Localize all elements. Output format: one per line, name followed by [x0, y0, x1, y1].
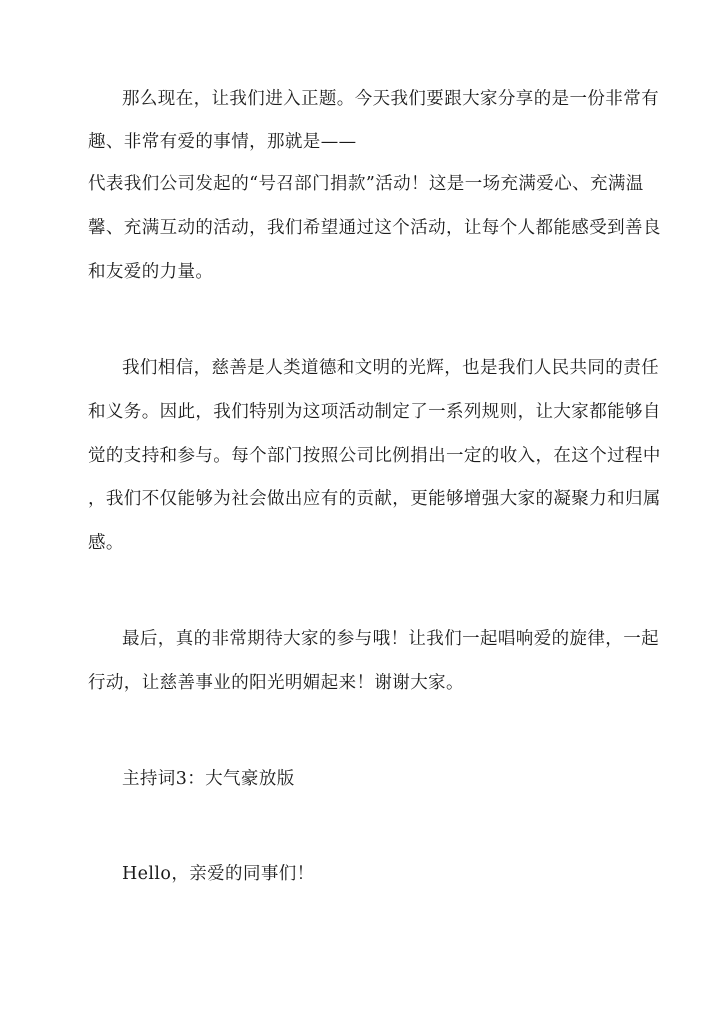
paragraph-2-line-1: 我们相信，慈善是人类道德和文明的光辉，也是我们人民共同的责任	[122, 358, 659, 378]
paragraph-2-line-5: 感。	[88, 533, 124, 553]
paragraph-3-line-2: 行动，让慈善事业的阳光明媚起来！谢谢大家。	[88, 673, 464, 693]
greeting-line: Hello，亲爱的同事们！	[122, 864, 315, 884]
paragraph-1-line-1: 那么现在，让我们进入正题。今天我们要跟大家分享的是一份非常有	[122, 89, 659, 109]
paragraph-2-line-3: 觉的支持和参与。每个部门按照公司比例捐出一定的收入，在这个过程中	[88, 446, 661, 466]
paragraph-1-line-2: 趣、非常有爱的事情，那就是——	[88, 132, 357, 152]
section-heading: 主持词3：大气豪放版	[122, 769, 295, 789]
paragraph-2-line-2: 和义务。因此，我们特别为这项活动制定了一系列规则，让大家都能够自	[88, 402, 661, 422]
paragraph-2-line-4: ，我们不仅能够为社会做出应有的贡献，更能够增强大家的凝聚力和归属	[88, 489, 661, 509]
paragraph-1-line-5: 和友爱的力量。	[88, 262, 214, 282]
paragraph-3-line-1: 最后，真的非常期待大家的参与哦！让我们一起唱响爱的旋律，一起	[122, 629, 659, 649]
paragraph-1-line-4: 馨、充满互动的活动，我们希望通过这个活动，让每个人都能感受到善良	[88, 218, 661, 238]
paragraph-1-line-3: 代表我们公司发起的“号召部门捐款”活动！这是一场充满爱心、充满温	[88, 174, 644, 194]
